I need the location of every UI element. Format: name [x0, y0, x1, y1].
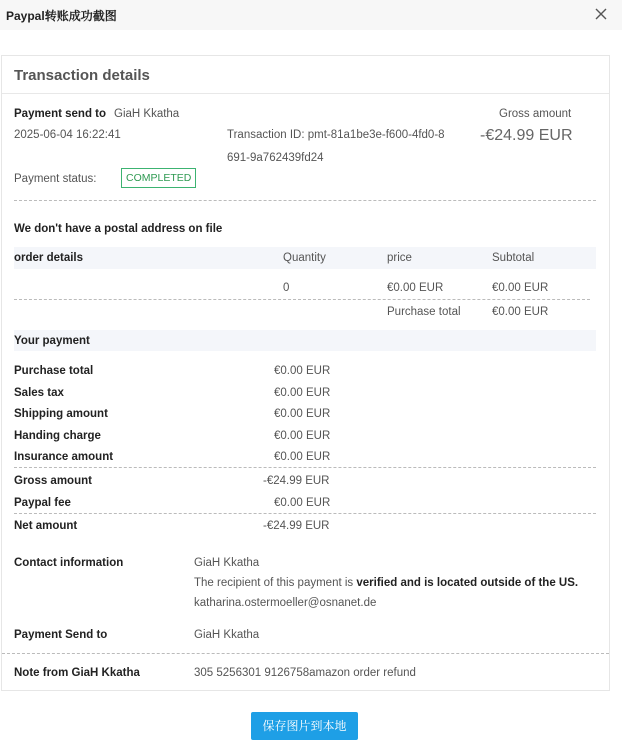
dialog-title: Paypal转账成功截图 — [6, 9, 117, 23]
divider — [14, 200, 596, 201]
transaction-card — [1, 55, 610, 691]
card-header — [2, 56, 609, 94]
payment-row-label: Shipping amount — [14, 408, 108, 420]
order-row-price: €0.00 EUR — [387, 282, 444, 294]
payment-row-label: Gross amount — [14, 475, 92, 487]
order-col-price: price — [387, 252, 412, 264]
payment-row-value: €0.00 EUR — [274, 430, 331, 442]
divider — [14, 513, 596, 514]
payment-row-value: -€24.99 EUR — [263, 475, 330, 487]
payment-send-to-label-2: Payment Send to — [14, 629, 108, 641]
payment-datetime: 2025-06-04 16:22:41 — [14, 129, 121, 141]
divider — [14, 299, 590, 300]
payment-row-value: -€24.99 EUR — [263, 520, 330, 532]
payment-row-value: €0.00 EUR — [274, 497, 331, 509]
payment-send-to-value-2: GiaH Kkatha — [194, 629, 260, 641]
your-payment-header — [14, 330, 596, 351]
payment-row-value: €0.00 EUR — [274, 451, 331, 463]
gross-amount-value: -€24.99 EUR — [480, 127, 573, 144]
payment-row-value: €0.00 EUR — [274, 365, 331, 377]
order-row-subtotal: €0.00 EUR — [492, 282, 549, 294]
order-col-subtotal: Subtotal — [492, 252, 535, 264]
purchase-total-label: Purchase total — [387, 306, 461, 318]
payment-send-to-label: Payment send to — [14, 108, 107, 120]
transaction-id-line1: Transaction ID: pmt-81a1be3e-f600-4fd0-8 — [227, 129, 445, 141]
note-label: Note from GiaH Kkatha — [14, 667, 140, 679]
postal-notice: We don't have a postal address on file — [14, 223, 223, 235]
note-value: 305 5256301 9126758amazon order refund — [194, 667, 416, 679]
payment-row-label: Insurance amount — [14, 451, 114, 463]
payment-row-label: Handing charge — [14, 430, 101, 442]
transaction-id-line2: 691-9a762439fd24 — [227, 152, 324, 164]
divider — [14, 467, 596, 468]
status-badge: COMPLETED — [121, 168, 196, 188]
contact-label: Contact information — [14, 557, 124, 569]
payment-send-to-name: GiaH Kkatha — [114, 108, 180, 120]
payment-row-label: Sales tax — [14, 387, 64, 399]
card-title: Transaction details — [14, 67, 150, 84]
order-col-quantity: Quantity — [283, 252, 326, 264]
gross-amount-label: Gross amount — [499, 108, 572, 120]
payment-row-label: Net amount — [14, 520, 78, 532]
verified-prefix: The recipient of this payment is — [194, 577, 357, 589]
verified-notice — [194, 577, 578, 589]
contact-email: katharina.ostermoeller@osnanet.de — [194, 597, 377, 609]
payment-row-label: Paypal fee — [14, 497, 71, 509]
payment-row-label: Purchase total — [14, 365, 94, 377]
order-col-details: order details — [14, 252, 84, 264]
save-image-button[interactable]: 保存图片到本地 — [251, 712, 358, 740]
contact-name: GiaH Kkatha — [194, 557, 260, 569]
dialog-titlebar — [0, 0, 622, 30]
your-payment-heading: Your payment — [14, 335, 90, 347]
payment-row-value: €0.00 EUR — [274, 408, 331, 420]
payment-status-label: Payment status: — [14, 173, 97, 185]
divider — [2, 653, 609, 654]
order-row-quantity: 0 — [283, 282, 290, 294]
verified-status: verified and is located outside of the US. — [356, 577, 579, 589]
purchase-total-value: €0.00 EUR — [492, 306, 549, 318]
payment-row-value: €0.00 EUR — [274, 387, 331, 399]
close-icon[interactable] — [592, 4, 610, 24]
